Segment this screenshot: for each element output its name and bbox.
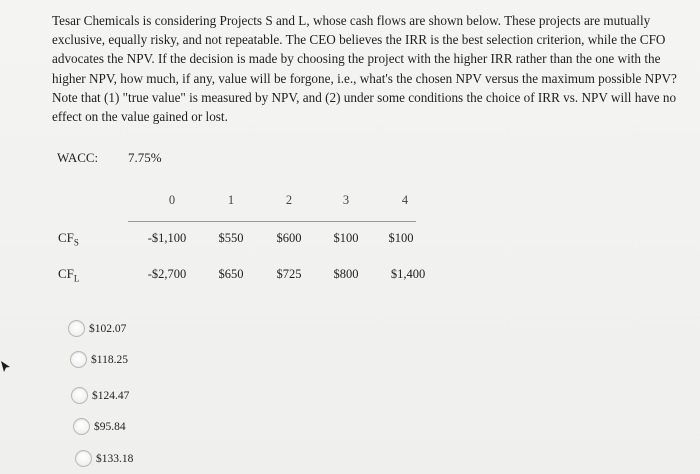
- cf-l-0: -$2,700: [147, 267, 187, 281]
- answer-option-5[interactable]: [75, 450, 133, 467]
- period-header-4: 4: [401, 193, 409, 207]
- answer-option-label: $102.07: [89, 322, 127, 335]
- answer-option-label: $133.18: [96, 452, 134, 465]
- row-label-cf-s: $CF_S$: [58, 230, 79, 248]
- wacc-value: 7.75%: [128, 150, 162, 165]
- cf-s-3: $100: [333, 231, 359, 245]
- table-divider: [128, 221, 416, 222]
- row-label-cf-l: $CF_L$: [58, 266, 80, 284]
- period-header-3: 3: [342, 193, 350, 207]
- radio-button[interactable]: [70, 351, 87, 368]
- radio-button[interactable]: [73, 418, 90, 435]
- answer-option-label: $124.47: [92, 389, 130, 402]
- cf-l-4: $1,400: [390, 267, 426, 281]
- cf-s-2: $600: [276, 231, 302, 245]
- period-header-1: 1: [227, 193, 235, 207]
- period-header-0: 0: [168, 193, 176, 207]
- period-header-2: 2: [285, 193, 293, 207]
- question-text: Tesar Chemicals is considering Projects S and L, whose cash flows are shown below. These projects are mutually exclusive, equally risky, and not repeatable. The CEO believes the IRR is the best selection criterion, while the CFO advocates the NPV. If the decision is made by choosing the project with the higher IRR rather than the one with the higher NPV, how much, if any, value will be forgone, i.e., what's the chosen NPV versus the maximum possible NPV? Note that (1) "true value" is measured by NPV, and (2) under some conditions the choice of IRR vs. NPV will have no effect on the value gained or lost.: [52, 13, 677, 125]
- answer-option-label: $118.25: [91, 353, 128, 366]
- cf-l-2: $725: [276, 267, 302, 281]
- wacc-label: WACC:: [57, 150, 99, 165]
- radio-button[interactable]: [71, 387, 88, 404]
- cf-l-1: $650: [218, 267, 244, 281]
- cf-s-4: $100: [388, 231, 414, 245]
- mouse-pointer-icon: [1, 361, 11, 373]
- answer-option-4[interactable]: [73, 418, 126, 435]
- answer-option-label: $95.84: [94, 420, 126, 433]
- answer-option-2[interactable]: [70, 351, 128, 368]
- cf-s-0: -$1,100: [147, 231, 187, 245]
- radio-button[interactable]: [75, 450, 92, 467]
- cf-s-1: $550: [218, 231, 244, 245]
- answer-option-1[interactable]: [68, 320, 126, 337]
- cf-l-3: $800: [333, 267, 359, 281]
- radio-button[interactable]: [68, 320, 85, 337]
- answer-option-3[interactable]: [71, 387, 129, 404]
